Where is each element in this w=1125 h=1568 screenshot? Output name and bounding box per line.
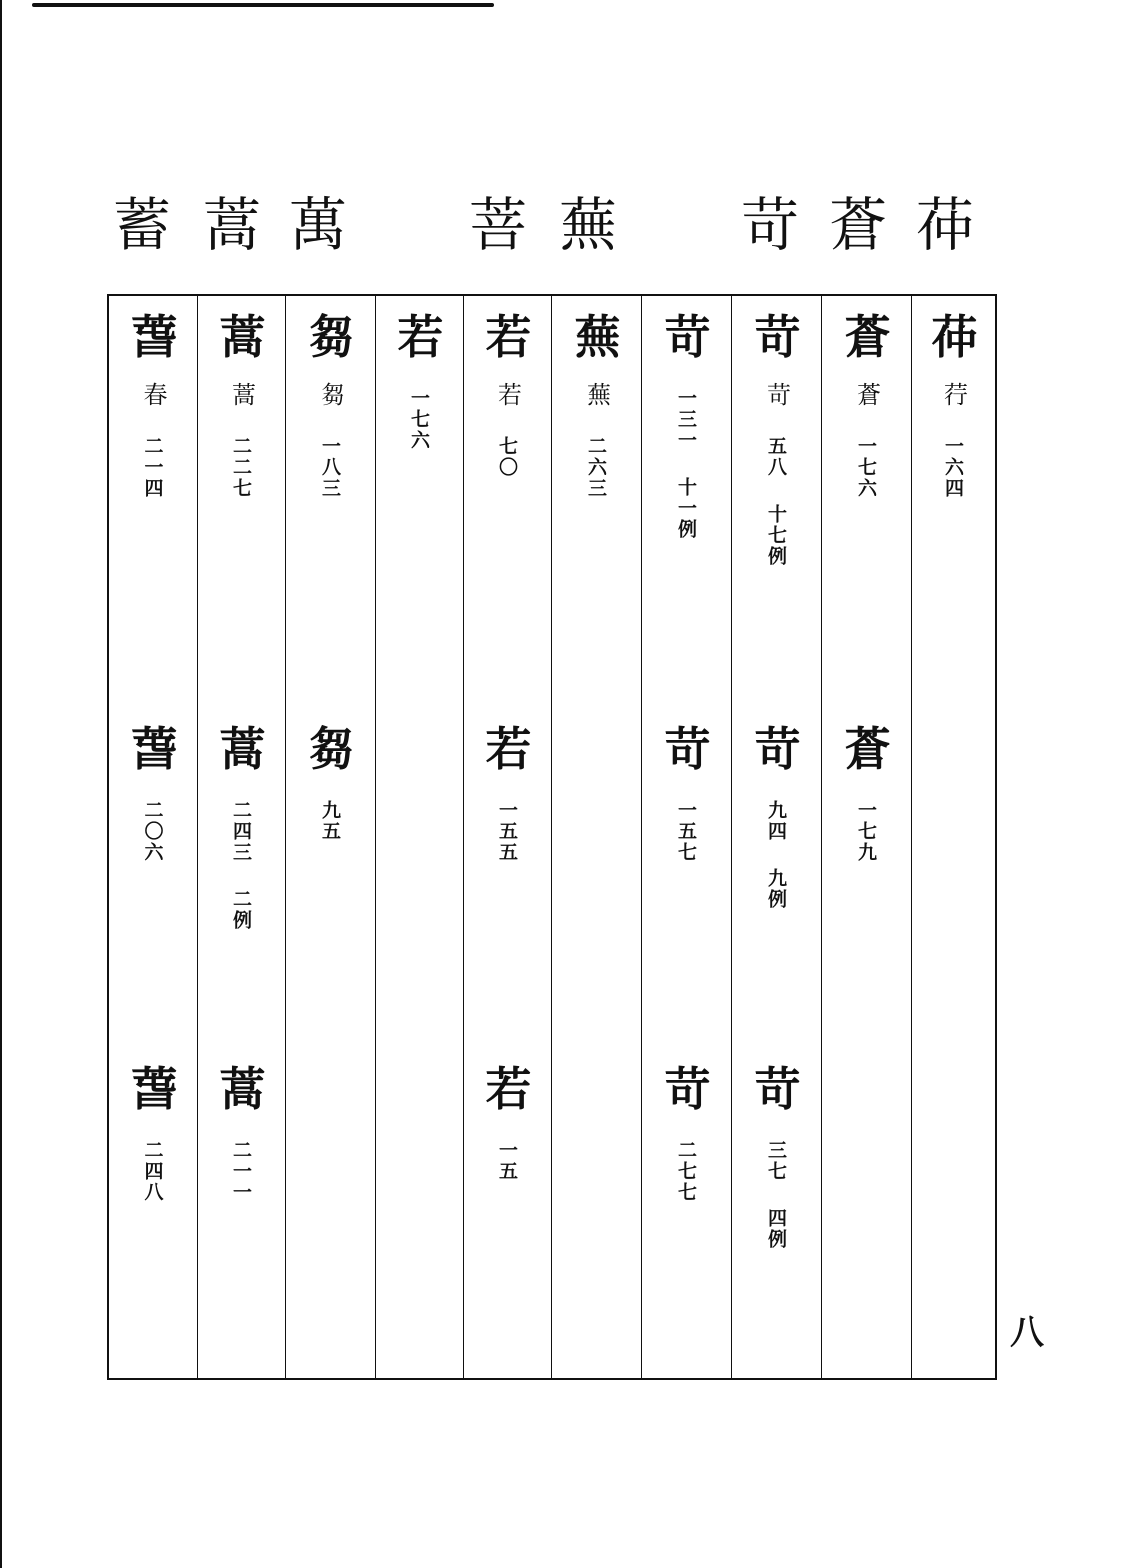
seal-entry	[198, 1062, 285, 1203]
seal-glyph: 萅	[131, 722, 175, 776]
seal-entry	[912, 310, 995, 499]
seal-glyph: 萅	[131, 1062, 175, 1116]
seal-entry	[642, 1062, 731, 1203]
seal-glyph: 蒿	[219, 310, 264, 364]
reference-number: 二例	[230, 889, 252, 931]
reference-number: 二一四	[141, 436, 164, 499]
gloss-char: 春	[139, 382, 167, 406]
table-column	[551, 296, 641, 1378]
seal-entry	[732, 310, 821, 567]
seal-entry	[822, 310, 911, 499]
gloss-char: 蒿	[227, 382, 256, 406]
seal-entry	[109, 722, 197, 863]
seal-entry	[732, 1062, 821, 1250]
seal-glyph: 苛	[664, 310, 709, 364]
reference-number: 九例	[765, 868, 787, 910]
seal-entry	[552, 310, 641, 499]
header-char: 蕪	[558, 191, 617, 259]
header-char: 苛	[740, 191, 799, 259]
table-column	[821, 296, 911, 1378]
seal-entry	[109, 1062, 197, 1203]
reference-number: 四例	[765, 1208, 787, 1250]
seal-glyph: 苛	[754, 722, 799, 776]
reference-number: 一七六	[855, 436, 877, 499]
seal-entry	[109, 310, 197, 499]
reference-number: 二四八	[141, 1140, 164, 1203]
gloss-char: 蒼	[852, 382, 881, 406]
seal-entry	[464, 1062, 551, 1182]
reference-number: 二二七	[230, 436, 252, 499]
header-char: 萬	[288, 191, 347, 259]
table-column	[463, 296, 551, 1378]
seal-glyph: 萅	[131, 310, 175, 364]
seal-glyph: 蕪	[574, 310, 619, 364]
seal-entry	[198, 310, 285, 499]
gloss-char: 蕪	[582, 382, 611, 406]
reference-number: 十七例	[765, 504, 787, 567]
reference-number: 一五	[496, 1140, 518, 1182]
header-char: 蒿	[202, 191, 261, 259]
reference-number: 九四	[765, 800, 787, 842]
table-column	[731, 296, 821, 1378]
seal-glyph: 芻	[308, 722, 353, 776]
table-column	[375, 296, 463, 1378]
header-char: 蓄	[112, 191, 171, 259]
page-number: 八	[1010, 1313, 1044, 1353]
seal-glyph: 若	[485, 1062, 530, 1116]
seal-glyph: 若	[397, 310, 442, 364]
header-char: 蒼	[828, 191, 887, 259]
seal-glyph: 芻	[308, 310, 353, 364]
seal-entry	[732, 722, 821, 910]
reference-number: 一六四	[942, 436, 964, 499]
reference-number: 一七九	[855, 800, 877, 863]
seal-entry	[464, 722, 551, 863]
table-column	[641, 296, 731, 1378]
seal-entry	[464, 310, 551, 478]
top-rule	[32, 3, 494, 7]
reference-number: 二一一	[230, 1140, 252, 1203]
seal-glyph: 苛	[754, 1062, 799, 1116]
seal-entry	[376, 310, 463, 451]
reference-number: 一五七	[675, 800, 697, 863]
seal-glyph: 蒿	[219, 1062, 264, 1116]
seal-entry	[822, 722, 911, 863]
seal-glyph: 蒼	[844, 722, 889, 776]
seal-entry	[642, 722, 731, 863]
reference-number: 五八	[765, 436, 787, 478]
seal-entry	[642, 310, 731, 540]
reference-number: 二〇六	[141, 800, 164, 863]
table-column	[197, 296, 285, 1378]
table-column	[911, 296, 995, 1378]
seal-glyph: 苛	[754, 310, 799, 364]
seal-table	[107, 294, 997, 1380]
header-char: 菩	[468, 191, 527, 259]
seal-glyph: 若	[485, 310, 530, 364]
seal-glyph: 苛	[664, 722, 709, 776]
reference-number: 三七	[765, 1140, 787, 1182]
reference-number: 二六三	[585, 436, 607, 499]
table-column	[109, 296, 197, 1378]
seal-entry	[198, 722, 285, 931]
gloss-char: 荇	[939, 382, 968, 406]
reference-number: 一七六	[408, 388, 430, 451]
header-char: 茽	[915, 191, 974, 259]
reference-number: 二四三	[230, 800, 252, 863]
reference-number: 九五	[319, 800, 341, 842]
reference-number: 一三一	[675, 388, 697, 451]
seal-glyph: 苛	[664, 1062, 709, 1116]
gloss-char: 苛	[762, 382, 791, 406]
seal-entry	[286, 310, 375, 499]
table-column	[285, 296, 375, 1378]
reference-number: 二七七	[675, 1140, 697, 1203]
reference-number: 七〇	[496, 436, 518, 478]
seal-glyph: 蒿	[219, 722, 264, 776]
page-left-edge	[0, 0, 2, 1568]
reference-number: 一八三	[319, 436, 341, 499]
seal-glyph: 若	[485, 722, 530, 776]
seal-entry	[286, 722, 375, 842]
reference-number: 十一例	[675, 477, 697, 540]
reference-number: 一五五	[496, 800, 518, 863]
seal-glyph: 茽	[931, 310, 976, 364]
gloss-char: 芻	[316, 382, 345, 406]
seal-glyph: 蒼	[844, 310, 889, 364]
gloss-char: 若	[493, 382, 522, 406]
